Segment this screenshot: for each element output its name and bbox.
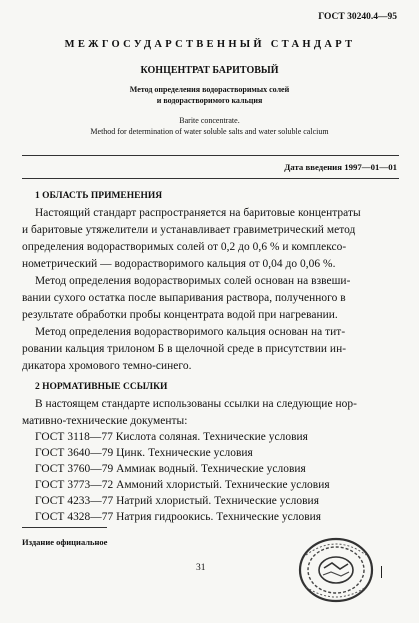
document-title: КОНЦЕНТРАТ БАРИТОВЫЙ xyxy=(140,65,279,76)
official-stamp-icon xyxy=(296,535,376,605)
text-line: Метод определения водорастворимых солей основан на взвеши- xyxy=(35,275,351,287)
standard-type-header: МЕЖГОСУДАРСТВЕННЫЙ СТАНДАРТ xyxy=(64,39,356,50)
reference-item: ГОСТ 4233—77 Натрий хлористый. Технические условия xyxy=(35,495,319,507)
reference-item: ГОСТ 3760—79 Аммиак водный. Технические условия xyxy=(35,463,306,475)
text-line: нометрический — водорастворимого кальция от 0,04 до 0,06 %. xyxy=(22,258,336,270)
subtitle-line-2: и водорастворимого кальция xyxy=(156,96,263,105)
divider-bottom xyxy=(22,178,399,179)
text-line: результате обработки пробы концентрата водой при нагревании. xyxy=(22,309,338,321)
text-line: ровании кальция трилоном Б в щелочной среде в присутствии ин- xyxy=(22,343,347,355)
edition-label: Издание официальное xyxy=(22,537,108,547)
reference-item: ГОСТ 3640—79 Цинк. Технические условия xyxy=(35,447,253,459)
footer-divider xyxy=(22,527,107,528)
subtitle-line-1: Метод определения водорастворимых солей xyxy=(129,85,290,94)
english-title-line-2: Method for determination of water soluble salts and water soluble calcium xyxy=(90,127,329,136)
text-line: определения водорастворимых солей от 0,2 до 0,6 % и комплексо- xyxy=(22,241,347,253)
text-line: и баритовые утяжелители и устанавливает гравиметрический метод xyxy=(22,224,356,236)
text-line: вании сухого остатка после выпаривания раствора, полученного в xyxy=(22,292,346,304)
reference-item: ГОСТ 4328—77 Натрия гидроокись. Технические условия xyxy=(35,511,322,523)
text-line: дикатора хромового темно-синего. xyxy=(22,360,192,372)
intro-date: Дата введения 1997—01—01 xyxy=(284,162,397,172)
doc-code: ГОСТ 30240.4—95 xyxy=(318,12,397,22)
text-line: Метод определения водорастворимого кальция основан на тит- xyxy=(35,326,346,338)
reference-item: ГОСТ 3118—77 Кислота соляная. Технические условия xyxy=(35,431,308,443)
section-heading-references: 2 НОРМАТИВНЫЕ ССЫЛКИ xyxy=(35,382,168,392)
text-line: Настоящий стандарт распространяется на баритовые концентраты xyxy=(35,207,361,219)
divider-top xyxy=(22,155,399,156)
text-line: мативно-технические документы: xyxy=(22,415,188,427)
text-line: В настоящем стандарте использованы ссылки на следующие нор- xyxy=(35,398,357,410)
margin-mark xyxy=(381,566,382,578)
section-heading-scope: 1 ОБЛАСТЬ ПРИМЕНЕНИЯ xyxy=(35,191,163,201)
reference-item: ГОСТ 3773—72 Аммоний хлористый. Технические условия xyxy=(35,479,330,491)
english-title-line-1: Barite concentrate. xyxy=(179,116,240,125)
page-number: 31 xyxy=(196,563,206,573)
